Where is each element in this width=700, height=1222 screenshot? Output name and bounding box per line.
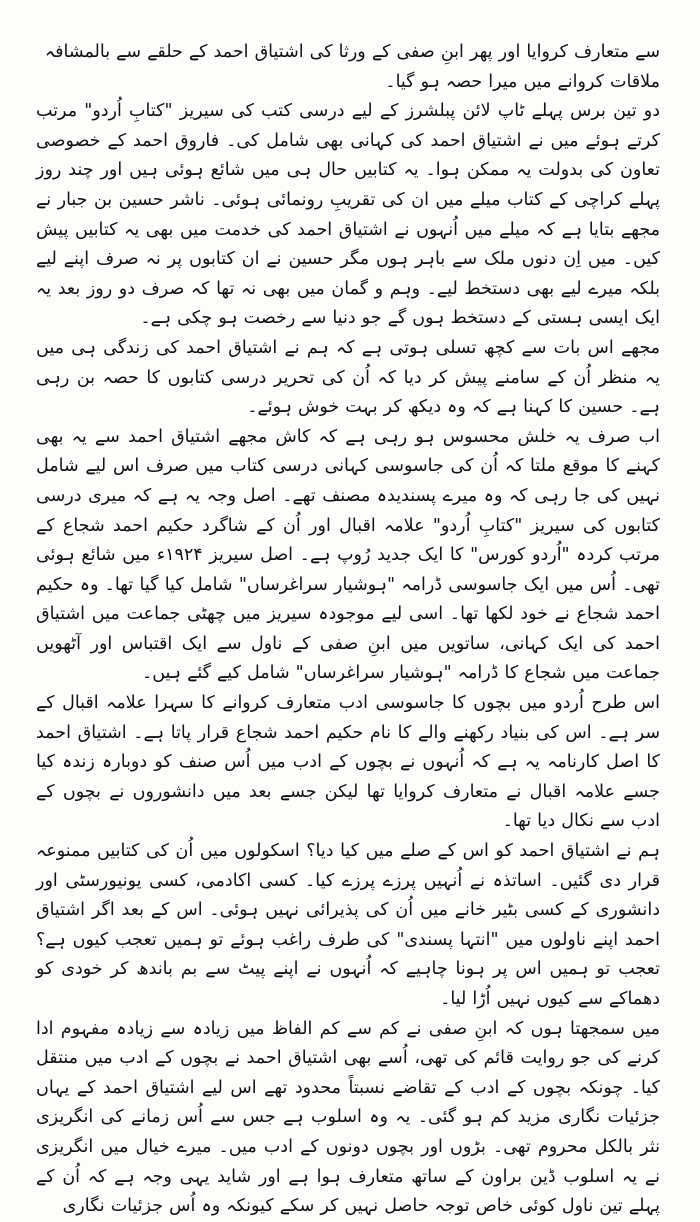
- paragraph-continuation: سے متعارف کروایا اور پھر ابنِ صفی کے ورثا کی اشتیاق احمد کے حلقے سے بالمشافہ ملاقات کروانے میں میرا حصہ ہو گیا۔: [44, 42, 660, 92]
- paragraph-textbook-series: دو تین برس پہلے ٹاپ لائن پبلشرز کے لیے درسی کتب کی سیریز "کتابِ اُردو" مرتب کرتے ہوئے میں نے اشتیاق احمد کی کہانی بھی شامل کی۔ فاروق احمد کے خصوصی تعاون کی بدولت یہ ممکن ہوا۔ یہ کتابیں حال ہی میں شائع ہوئی ہیں اور چند روز پہلے کراچی کے کتاب میلے میں ان کی تقریبِ رونمائی ہوئی۔ ناشر حسین بن جبار نے مجھے بتایا ہے کہ میلے میں اُنہوں نے اشتیاق احمد کی خدمت میں بھی یہ کتابیں پیش کیں۔ میں اِن دنوں ملک سے باہر ہوں مگر حسین نے ان کتابوں پر نہ صرف اپنے لیے بلکہ میرے لیے بھی دستخط لیے۔ وہم و گمان میں بھی نہ تھا کہ صرف دو روز بعد یہ ایک ایسی ہستی کے دستخط ہوں گے جو دنیا سے رخصت ہو چکی ہے۔: [36, 101, 660, 329]
- paragraph-urdu-course-history: اب صرف یہ خلش محسوس ہو رہی ہے کہ کاش مجھے اشتیاق احمد سے یہ بھی کہنے کا موقع ملتا کہ اُن کی جاسوسی کہانی درسی کتاب میں صرف اس لیے شامل نہیں کی جا رہی کہ وہ میرے پسندیدہ مصنف تھے۔ اصل وجہ یہ ہے کہ میری درسی کتابوں کی سیریز "کتابِ اُردو" علامہ اقبال اور اُن کے شاگرد حکیم احمد شجاع کے مرتب کردہ "اُردو کورس" کا ایک جدید رُوپ ہے۔ اصل سیریز ۱۹۲۴ء میں شائع ہوئی تھی۔ اُس میں ایک جاسوسی ڈرامہ "ہوشیار سراغرساں" شامل کیا گیا تھا۔ وہ حکیم احمد شجاع نے خود لکھا تھا۔ اسی لیے موجودہ سیریز میں چھٹی جماعت میں اشتیاق احمد کی ایک کہانی، ساتویں میں ابنِ صفی کے ناول سے ایک اقتباس اور آٹھویں جماعت میں شجاع کا ڈرامہ "ہوشیار سراغرساں" شامل کیے گئے ہیں۔: [36, 426, 661, 684]
- paragraph-consolation: مجھے اس بات سے کچھ تسلی ہوتی ہے کہ ہم نے اشتیاق احمد کی زندگی ہی میں یہ منظر اُن کے سامنے پیش کر دیا کہ اُن کی تحریر درسی کتابوں کا حصہ بن رہی ہے۔ حسین کا کہنا ہے کہ وہ دیکھ کر بہت خوش ہوئے۔: [36, 337, 660, 418]
- paragraph-style-analysis: میں سمجھتا ہوں کہ ابنِ صفی نے کم سے کم الفاظ میں زیادہ سے زیادہ مفہوم ادا کرنے کی جو روایت قائم کی تھی، اُسے بھی اشتیاق احمد نے بچوں کے ادب میں منتقل کیا۔ چونکہ بچوں کے ادب کے تقاضے نسبتاً محدود تھے اس لیے اشتیاق احمد کے یہاں جزئیات نگاری مزید کم ہو گئی۔ یہ وہ اسلوب ہے جس سے اُس زمانے کی انگریزی نثر بالکل محروم تھی۔ بڑوں اور بچوں دونوں کے ادب میں۔ میرے خیال میں انگریزی نے یہ اسلوب ڈین براون کے ساتھ متعارف ہوا ہے اور شاید یہی وجہ ہے کہ اُن کے پہلے تین ناول کوئی خاص توجہ حاصل نہیں کر سکے کیونکہ وہ اُس جزئیات نگاری: [36, 1018, 660, 1217]
- paragraph-banned-books: ہم نے اشتیاق احمد کو اس کے صلے میں کیا دیا؟ اسکولوں میں اُن کی کتابیں ممنوعہ قرار دی گئیں۔ اساتذہ نے اُنہیں پرزے پرزے کیا۔ کسی اکادمی، کسی یونیورسٹی اور دانشوری کے کسی بٹیر خانے میں اُن کی پذیرائی نہیں ہوئی۔ اس کے بعد اگر اشتیاق احمد اپنے ناولوں میں "انتہا پسندی" کی طرف راغب ہوئے تو ہمیں تعجب کیوں ہے؟ تعجب تو ہمیں اس پر ہونا چاہیے کہ اُنہوں نے اپنے پیٹ سے بم باندھ کر خودی کو دھماکے سے کیوں نہیں اُڑا لیا۔: [36, 841, 660, 1009]
- document-body: [36, 38, 660, 1222]
- paragraph-iqbal-credit: اس طرح اُردو میں بچوں کا جاسوسی ادب متعارف کروانے کا سہرا علامہ اقبال کے سر ہے۔ اس کی بنیاد رکھنے والے کا نام حکیم احمد شجاع قرار پاتا ہے۔ اشتیاق احمد کا اصل کارنامہ یہ ہے کہ اُنہوں نے بچوں کے ادب میں اُس صنف کو دوبارہ زندہ کیا جسے علامہ اقبال نے متعارف کروایا تھا لیکن جسے بعد میں دانشوروں نے بچوں کے ادب سے نکال دیا تھا۔: [36, 693, 660, 832]
